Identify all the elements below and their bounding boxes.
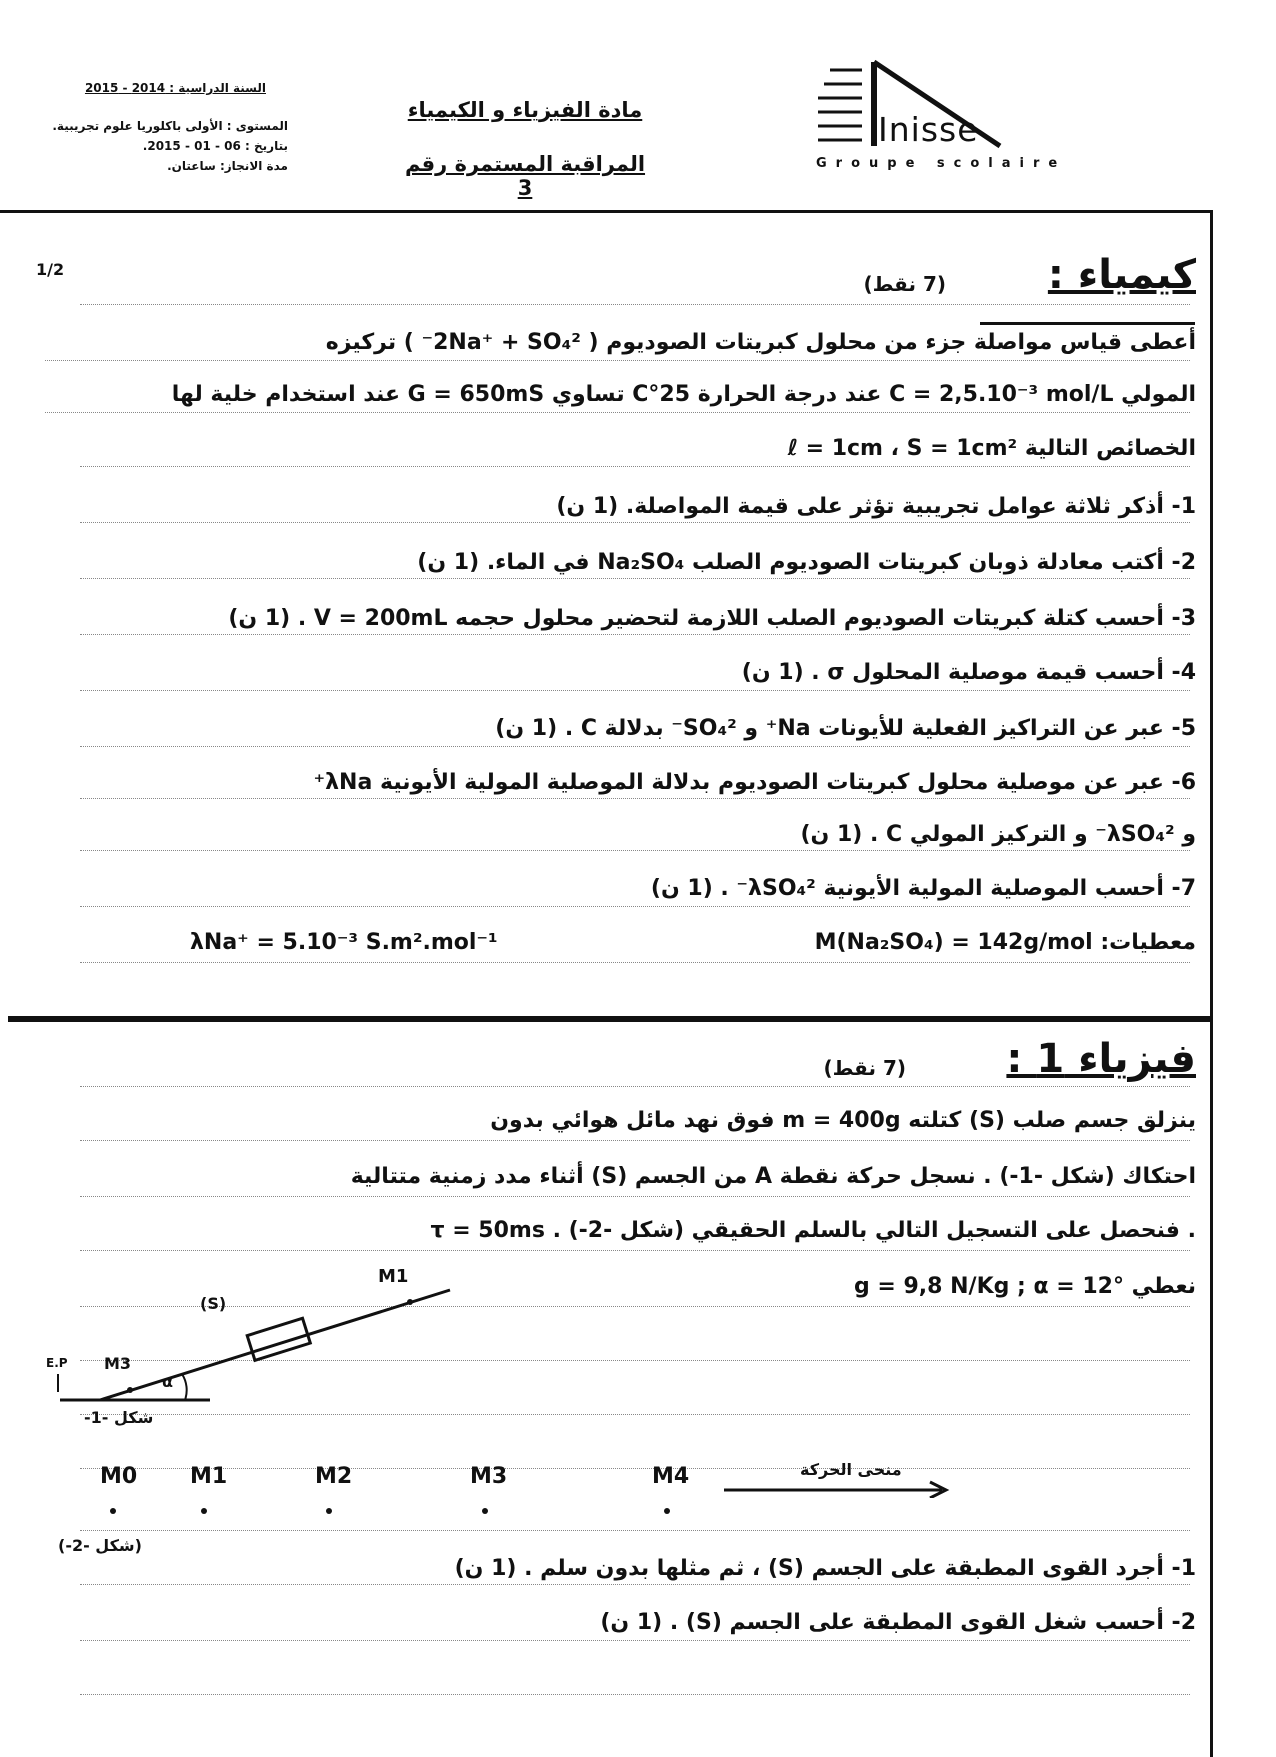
point-label-m3: M3 <box>470 1464 508 1489</box>
phys-intro-3: τ = 50ms . فنحصل على التسجيل التالي بالسلم الحقيقي (شكل -2-) . <box>430 1218 1196 1243</box>
logo-name: Inisse <box>878 110 979 149</box>
school-logo <box>810 58 1067 178</box>
exam-title: المراقبة المستمرة رقم 3 <box>404 152 646 200</box>
page-number: 1/2 <box>36 260 65 279</box>
fig1-m1-label: M1 <box>378 1266 409 1287</box>
fig1-ep-label: E.P <box>46 1356 68 1370</box>
chem-question-5: 5- عبر عن التراكيز الفعلية للأيونات Na⁺ و SO₄²⁻ بدلالة C . (1 ن) <box>495 716 1196 741</box>
point-m2 <box>326 1508 332 1514</box>
physics-points: (7 نقط) <box>823 1056 906 1080</box>
section-divider <box>8 1016 1212 1022</box>
point-label-m4: M4 <box>652 1464 690 1489</box>
point-m3 <box>482 1508 488 1514</box>
exam-date: بتاريخ : 06 - 01 - 2015. <box>142 139 288 153</box>
phys-intro-1: ينزلق جسم صلب (S) كتلته m = 400g فوق نهد مائل هوائي بدون <box>490 1108 1196 1133</box>
school-year: السنة الدراسية : 2014 - 2015 <box>84 81 266 95</box>
fig1-alpha-label: α <box>162 1372 173 1391</box>
phys-intro-2: احتكاك (شكل -1-) . نسجل حركة نقطة A من الجسم (S) أثناء مدد زمنية متتالية <box>350 1164 1196 1189</box>
incline-line <box>100 1290 450 1400</box>
point-label-m2: M2 <box>315 1464 353 1489</box>
point-m1 <box>201 1508 207 1514</box>
angle-arc <box>182 1374 187 1400</box>
chem-given-lambda: λNa⁺ = 5.10⁻³ S.m².mol⁻¹ <box>190 930 498 955</box>
logo-subtitle: Groupe scolaire <box>816 156 1067 171</box>
chem-question-1: 1- أذكر ثلاثة عوامل تجريبية تؤثر على قيمة المواصلة. (1 ن) <box>556 494 1196 519</box>
chem-question-2: 2- أكتب معادلة ذوبان كبريتات الصوديوم الصلب Na₂SO₄ في الماء. (1 ن) <box>417 550 1196 575</box>
solid-block <box>247 1318 310 1360</box>
chem-intro-1: أعطى قياس مواصلة جزء من محلول كبريتات الصوديوم ( 2Na⁺ + SO₄²⁻ ) تركيزه <box>325 330 1196 355</box>
duration: مدة الانجاز: ساعتان. <box>167 159 288 173</box>
chem-given-molar-mass: معطيات: M(Na₂SO₄) = 142g/mol <box>814 930 1196 955</box>
right-border <box>1210 210 1213 1757</box>
fig1-caption: شكل -1- <box>84 1408 154 1427</box>
phys-question-1: 1- أجرد القوى المطبقة على الجسم (S) ، ثم مثلها بدون سلم . (1 ن) <box>454 1556 1196 1581</box>
inclined-plane-diagram <box>40 1270 480 1430</box>
point-label-m1: M1 <box>190 1464 228 1489</box>
phys-question-2: 2- أحسب شغل القوى المطبقة على الجسم (S) . (1 ن) <box>600 1610 1196 1635</box>
top-border <box>0 210 1212 213</box>
fig1-m3-label: M3 <box>104 1354 132 1373</box>
chemistry-title-underline <box>980 322 1195 325</box>
chem-question-3: 3- أحسب كتلة كبريتات الصوديوم الصلب اللازمة لتحضير محلول حجمه V = 200mL . (1 ن) <box>228 606 1196 631</box>
subject-title: مادة الفيزياء و الكيمياء <box>407 98 643 122</box>
chem-question-6-line-1: 6- عبر عن موصلية محلول كبريتات الصوديوم بدلالة الموصلية المولية الأيونية λNa⁺ <box>313 770 1196 795</box>
chemistry-points: (7 نقط) <box>863 272 946 296</box>
level: المستوى : الأولى باكلوريا علوم تجريبية. <box>52 119 288 133</box>
point-label-m0: M0 <box>100 1464 138 1489</box>
phys-given: نعطي g = 9,8 N/Kg ; α = 12° <box>853 1274 1196 1299</box>
point-m4 <box>664 1508 670 1514</box>
chem-question-7: 7- أحسب الموصلية المولية الأيونية λSO₄²⁻ . (1 ن) <box>650 876 1196 901</box>
physics-title: فيزياء 1 : <box>1006 1036 1196 1082</box>
point-m0 <box>110 1508 116 1514</box>
chemistry-title: كيمياء : <box>1047 252 1196 298</box>
fig2-caption: (شكل -2-) <box>58 1536 142 1555</box>
chem-intro-2: المولي C = 2,5.10⁻³ mol/L عند درجة الحرارة 25°C تساوي G = 650mS عند استخدام خلية لها <box>171 382 1196 407</box>
figure-1 <box>40 1266 480 1430</box>
chem-question-6-line-2: و λSO₄²⁻ و التركيز المولي C . (1 ن) <box>800 822 1196 847</box>
chem-question-4: 4- أحسب قيمة موصلية المحلول σ . (1 ن) <box>741 660 1196 685</box>
chem-intro-3: الخصائص التالية ℓ = 1cm ، S = 1cm² <box>787 436 1196 461</box>
direction-label: منحى الحركة <box>800 1460 902 1479</box>
fig1-body-label: (S) <box>200 1294 227 1313</box>
